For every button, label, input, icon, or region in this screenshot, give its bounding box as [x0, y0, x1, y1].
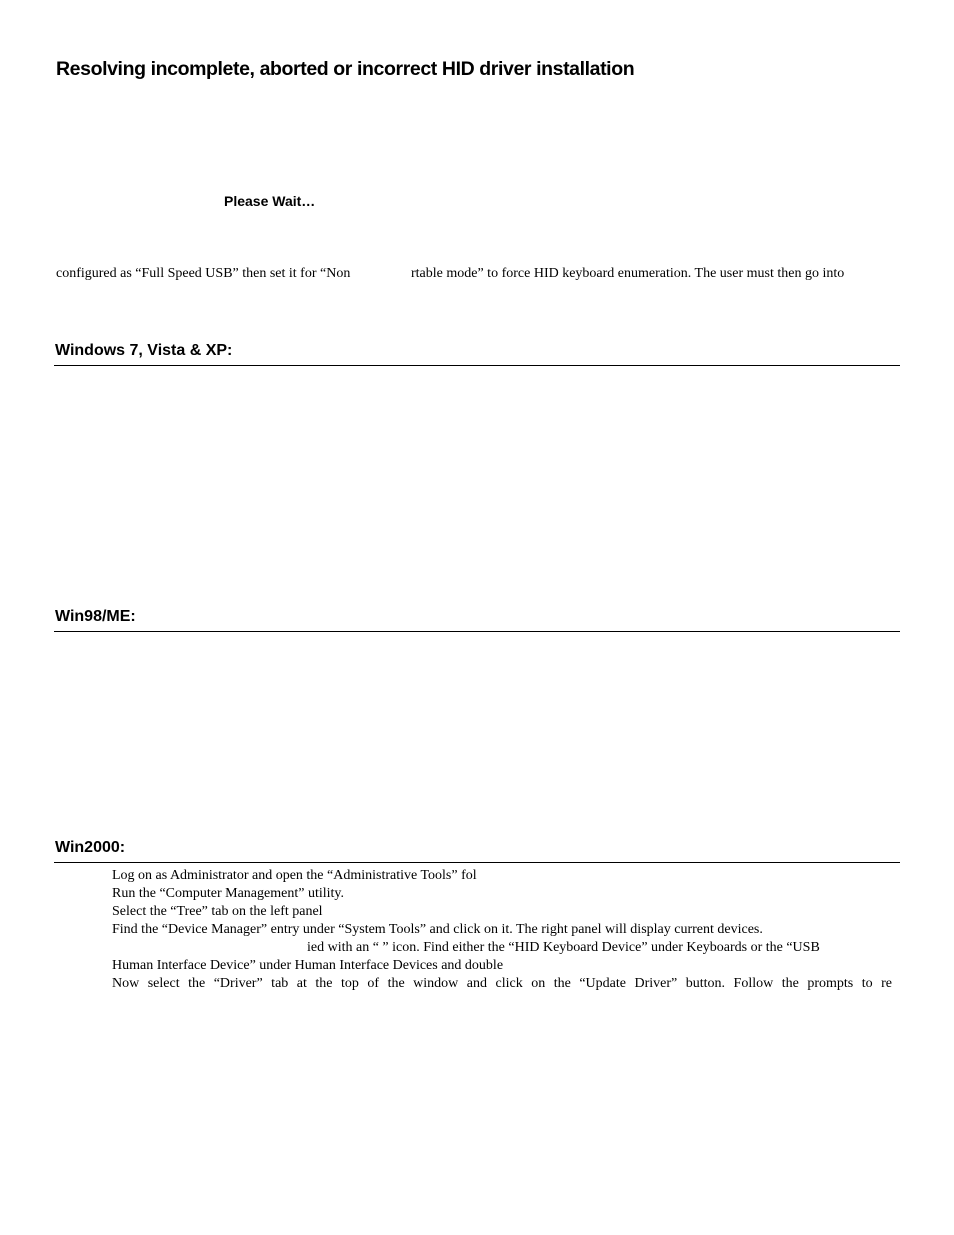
win2000-step-line: Log on as Administrator and open the “Administrative Tools” fol [112, 868, 477, 883]
section-rule-win7 [54, 365, 900, 366]
section-heading-win7: Windows 7, Vista & XP: [55, 342, 233, 359]
win2000-step-line: Select the “Tree” tab on the left panel [112, 904, 323, 919]
win2000-step-line: Run the “Computer Management” utility. [112, 886, 344, 901]
win2000-step-line: Find the “Device Manager” entry under “System Tools” and click on it. The right panel will display current devices. [112, 922, 763, 937]
win2000-step-line: ied with an “ ” icon. Find either the “HID Keyboard Device” under Keyboards or the “USB [307, 940, 820, 955]
section-rule-win2000 [54, 862, 900, 863]
fragment-text-left: configured as “Full Speed USB” then set it for “Non [56, 266, 351, 281]
fragment-text-right: rtable mode” to force HID keyboard enumeration. The user must then go into [411, 266, 845, 281]
section-heading-win98: Win98/ME: [55, 608, 136, 625]
win2000-step-line: Now select the “Driver” tab at the top of the window and click on the “Update Driver” button. Follow the prompts to re [112, 976, 892, 991]
section-heading-win2000: Win2000: [55, 839, 126, 856]
page-title: Resolving incomplete, aborted or incorrect HID driver installation [56, 58, 635, 80]
please-wait-label: Please Wait… [224, 193, 316, 209]
win2000-step-line: Human Interface Device” under Human Interface Devices and double [112, 958, 504, 973]
section-rule-win98 [54, 631, 900, 632]
